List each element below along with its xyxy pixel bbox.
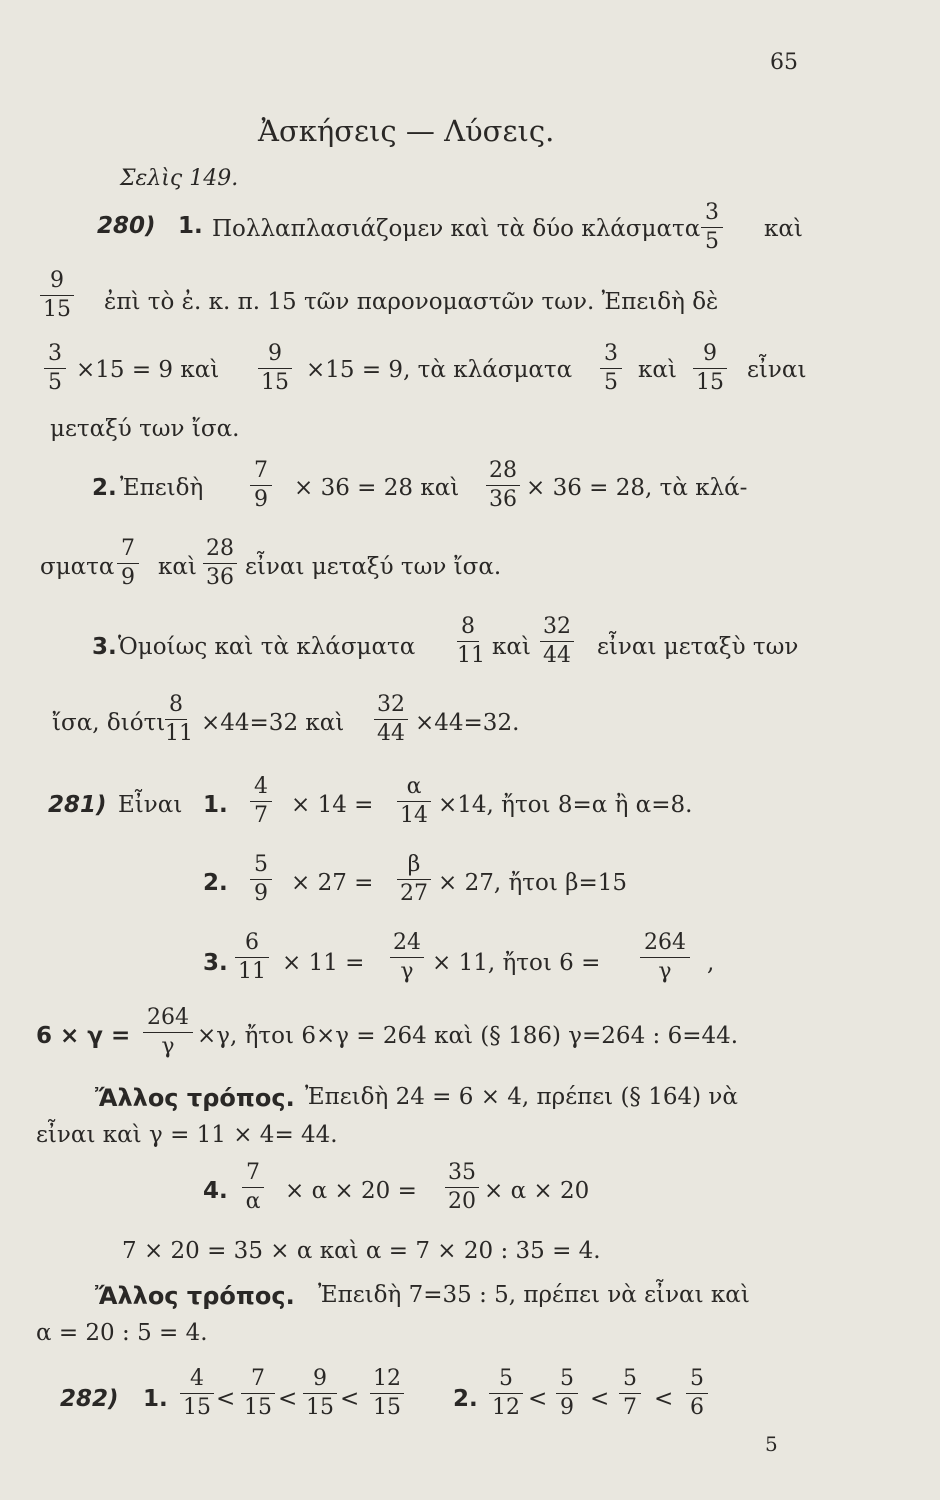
- equation-text: ×14, ἤτοι 8=α ἢ α=8.: [438, 792, 693, 818]
- text-word: σματα: [40, 554, 115, 580]
- item-number: 1.: [203, 792, 228, 818]
- fraction: $\frac{9}{15}$: [40, 270, 74, 321]
- text-word: εἶναι: [747, 357, 807, 383]
- fraction: $\frac{5}{12}$: [489, 1368, 523, 1419]
- fraction: $\frac{32}{44}$: [374, 694, 408, 745]
- equation-text: × 11 =: [282, 950, 365, 976]
- fraction: $\frac{32}{44}$: [540, 616, 574, 667]
- equation-text: ×44=32 καὶ: [201, 710, 345, 736]
- fraction: $\frac{9}{15}$: [258, 343, 292, 394]
- item-number: 4.: [203, 1178, 228, 1204]
- text-word: καὶ: [638, 357, 677, 383]
- signature-mark: 5: [765, 1432, 778, 1456]
- less-than: <: [216, 1386, 236, 1412]
- equation-text: ×15 = 9 καὶ: [76, 357, 220, 383]
- equation-text: 7 × 20 = 35 × α καὶ α = 7 × 20 : 35 = 4.: [122, 1238, 601, 1264]
- page-heading: Ἀσκήσεις — Λύσεις.: [258, 114, 555, 148]
- exercise-281-label: 281): [48, 792, 107, 818]
- fraction: $\frac{5}{6}$: [686, 1368, 708, 1419]
- item-number: 2.: [203, 870, 228, 896]
- equation-text: × 36 = 28 καὶ: [294, 475, 460, 501]
- equation-text: 6 × γ =: [36, 1023, 131, 1049]
- item-number: 2.: [92, 475, 117, 501]
- equation-text: ×15 = 9, τὰ κλάσματα: [306, 357, 573, 383]
- item-number: 3.: [92, 634, 117, 660]
- fraction: $\frac{\beta}{27}$: [397, 854, 431, 905]
- exercise-280-label: 280): [97, 213, 156, 239]
- fraction: $\frac{8}{11}$: [165, 692, 193, 746]
- fraction: $\frac{264}{\gamma}$: [640, 932, 690, 983]
- item-number: 3.: [203, 950, 228, 976]
- equation-text: × 36 = 28, τὰ κλά-: [526, 475, 748, 501]
- fraction: $\frac{12}{15}$: [370, 1368, 404, 1419]
- exercise-282-label: 282): [60, 1386, 119, 1412]
- less-than: <: [528, 1386, 548, 1412]
- text-line: Ἐπειδὴ 24 = 6 × 4, πρέπει (§ 164) νὰ: [305, 1084, 738, 1110]
- fraction: $\frac{3}{5}$: [701, 202, 723, 253]
- equation-text: × 11, ἤτοι 6 =: [432, 950, 601, 976]
- text-line: Ἐπειδὴ 7=35 : 5, πρέπει νὰ εἶναι καὶ: [318, 1282, 750, 1308]
- text-word: ἴσα, διότι: [52, 710, 166, 736]
- fraction: $\frac{28}{36}$: [486, 460, 520, 511]
- text-line: Ὁμοίως καὶ τὰ κλάσματα: [118, 634, 416, 660]
- equation-text: × 27, ἤτοι β=15: [438, 870, 627, 896]
- fraction: $\frac{3}{5}$: [44, 343, 66, 394]
- text-line: ἐπὶ τὸ ἐ. κ. π. 15 τῶν παρονομαστῶν των. Ἐπειδὴ δὲ: [104, 289, 719, 315]
- text-line: εἶναι μεταξύ των ἴσα.: [245, 554, 502, 580]
- text-line: α = 20 : 5 = 4.: [36, 1320, 208, 1346]
- page-number: 65: [770, 50, 798, 75]
- fraction: $\frac{9}{15}$: [303, 1368, 337, 1419]
- fraction: $\frac{6}{11}$: [235, 932, 269, 983]
- item-number: 1.: [178, 213, 203, 239]
- fraction: $\frac{8}{11}$: [457, 614, 485, 668]
- alt-method-label: Ἄλλος τρόπος.: [95, 1282, 295, 1310]
- fraction: $\frac{7}{15}$: [241, 1368, 275, 1419]
- fraction: $\frac{4}{15}$: [180, 1368, 214, 1419]
- text-line: Πολλαπλασιάζομεν καὶ τὰ δύο κλάσματα: [212, 216, 701, 242]
- equation-text: × 27 =: [291, 870, 374, 896]
- item-number: 2.: [453, 1386, 478, 1412]
- fraction: $\frac{7}{\alpha}$: [242, 1162, 264, 1213]
- fraction: $\frac{5}{9}$: [556, 1368, 578, 1419]
- less-than: <: [340, 1386, 360, 1412]
- fraction: $\frac{5}{7}$: [619, 1368, 641, 1419]
- fraction: $\frac{264}{\gamma}$: [143, 1007, 193, 1058]
- text-word: Εἶναι: [118, 792, 183, 818]
- text-line: εἶναι μεταξὺ των: [597, 634, 799, 660]
- equation-text: ×44=32.: [415, 710, 520, 736]
- less-than: <: [654, 1386, 674, 1412]
- fraction: $\frac{28}{36}$: [203, 538, 237, 589]
- fraction: $\frac{4}{7}$: [250, 776, 272, 827]
- fraction: $\frac{35}{20}$: [445, 1162, 479, 1213]
- text-word: καὶ: [158, 554, 197, 580]
- fraction: $\frac{9}{15}$: [693, 343, 727, 394]
- less-than: <: [278, 1386, 298, 1412]
- equation-text: ×γ, ἤτοι 6×γ = 264 καὶ (§ 186) γ=264 : 6=44.: [197, 1023, 739, 1049]
- text-word: καὶ: [764, 216, 803, 242]
- text-word: Ἐπειδὴ: [120, 475, 204, 501]
- text-line: μεταξύ των ἴσα.: [50, 416, 240, 442]
- text-word: καὶ: [492, 634, 531, 660]
- fraction: $\frac{7}{9}$: [250, 460, 272, 511]
- less-than: <: [590, 1386, 610, 1412]
- text-line: εἶναι καὶ γ = 11 × 4= 44.: [36, 1122, 338, 1148]
- fraction: $\frac{24}{\gamma}$: [390, 932, 424, 983]
- fraction: $\frac{5}{9}$: [250, 854, 272, 905]
- punctuation: ,: [707, 950, 715, 976]
- alt-method-label: Ἄλλος τρόπος.: [95, 1084, 295, 1112]
- equation-text: × 14 =: [291, 792, 374, 818]
- fraction: $\frac{7}{9}$: [117, 538, 139, 589]
- page-reference: Σελὶς 149.: [120, 166, 239, 191]
- equation-text: × α × 20: [484, 1178, 590, 1204]
- fraction: $\frac{3}{5}$: [600, 343, 622, 394]
- item-number: 1.: [143, 1386, 168, 1412]
- fraction: $\frac{\alpha}{14}$: [397, 776, 431, 827]
- equation-text: × α × 20 =: [285, 1178, 417, 1204]
